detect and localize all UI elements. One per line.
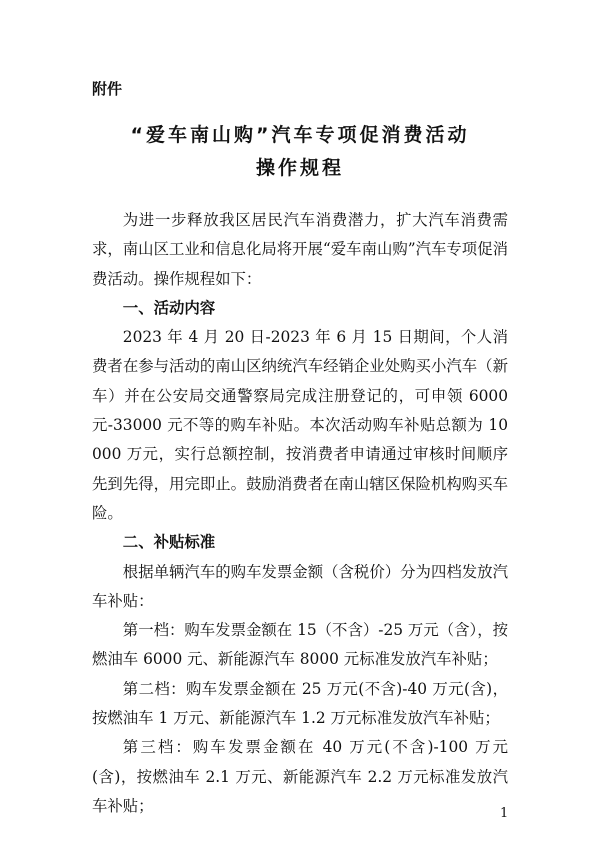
page-number: 1 [500, 806, 509, 821]
intro-paragraph: 为进一步释放我区居民汽车消费潜力，扩大汽车消费需求，南山区工业和信息化局将开展“爱车南山购”汽车专项促消费活动。操作规程如下： [92, 211, 508, 288]
attachment-label: 附件 [92, 80, 123, 98]
section-2-heading: 二、补贴标准 [122, 533, 216, 552]
document-title-line-2: 操作规程 [255, 157, 344, 179]
document-body [92, 206, 508, 821]
section-2-intro: 根据单辆汽车的购车发票金额（含税价）分为四档发放汽车补贴： [92, 562, 508, 610]
section-1-heading: 一、活动内容 [122, 298, 216, 317]
tier-2-paragraph: 第二档：购车发票金额在 25 万元(不含)-40 万元(含)，按燃油车 1 万元、新能源汽车 1.2 万元标准发放汽车补贴； [92, 679, 508, 728]
tier-1-paragraph: 第一档：购车发票金额在 15（不含）-25 万元（含），按燃油车 6000 元、新能源汽车 8000 元标准发放汽车补贴； [92, 621, 508, 669]
tier-3-paragraph: 第三档：购车发票金额在 40 万元(不含)-100 万元(含)，按燃油车 2.1 万元、新能源汽车 2.2 万元标准发放汽车补贴； [92, 738, 508, 815]
section-1-paragraph: 2023 年 4 月 20 日-2023 年 6 月 15 日期间，个人消费者在参与活动的南山区纳统汽车经销企业处购买小汽车（新车）并在公安局交通警察局完成注册登记的，可申领 6000 元-33000 元不等的购车补贴。本次活动购车补贴总额为 10000 万元，实行总额控制，按消费者申请通过审核时间顺序先到先得，用完即止。鼓励消费者在南山辖区保险机构购买车险。 [92, 328, 508, 522]
document-title-line-1: “爱车南山购”汽车专项促消费活动 [130, 124, 470, 146]
